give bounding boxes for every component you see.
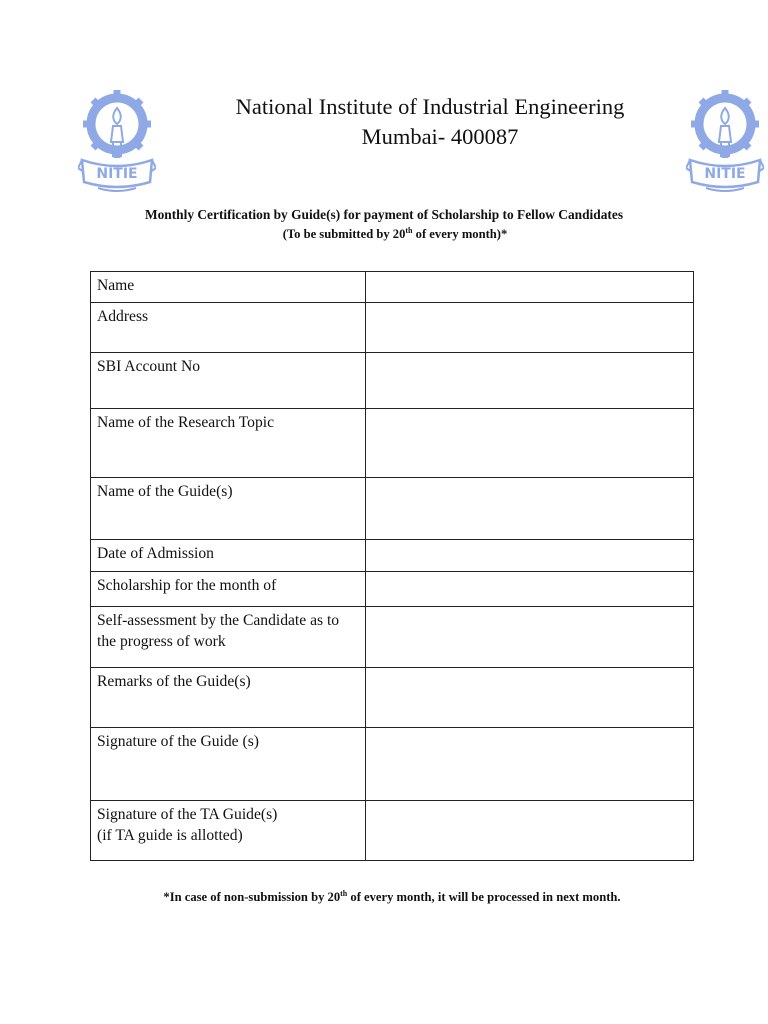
field-label-guide-signature: Signature of the Guide (s)	[91, 728, 366, 801]
field-value-name[interactable]	[366, 272, 694, 303]
footnote-sup: th	[340, 888, 348, 898]
certification-form-table	[90, 271, 694, 861]
field-label-ta-guide-signature-line1: Signature of the TA Guide(s)	[97, 806, 278, 823]
submission-note	[0, 225, 768, 243]
field-value-guide-remarks[interactable]	[366, 668, 694, 728]
form-row-scholarship-month	[91, 572, 694, 607]
field-value-ta-guide-signature[interactable]	[366, 801, 694, 861]
field-label-name: Name	[91, 272, 366, 303]
form-row-sbi-account	[91, 353, 694, 409]
form-row-guide-remarks	[91, 668, 694, 728]
form-row-guide-name	[91, 478, 694, 540]
field-label-research-topic: Name of the Research Topic	[91, 409, 366, 478]
footnote-suffix: of every month, it will be processed in next month.	[347, 890, 621, 904]
field-label-address: Address	[91, 303, 366, 353]
field-value-self-assessment[interactable]	[366, 607, 694, 668]
form-title: Monthly Certification by Guide(s) for payment of Scholarship to Fellow Candidates	[144, 207, 624, 222]
submission-note-sup: th	[405, 225, 413, 235]
svg-text:NITIE: NITIE	[704, 166, 746, 182]
field-label-scholarship-month: Scholarship for the month of	[91, 572, 366, 607]
form-row-self-assessment	[91, 607, 694, 668]
form-row-ta-guide-signature	[91, 801, 694, 861]
field-label-guide-remarks: Remarks of the Guide(s)	[91, 668, 366, 728]
footnote	[0, 888, 768, 906]
field-value-sbi-account[interactable]	[366, 353, 694, 409]
form-row-name	[91, 272, 694, 303]
form-row-address	[91, 303, 694, 353]
form-row-research-topic	[91, 409, 694, 478]
field-value-guide-name[interactable]	[366, 478, 694, 540]
institute-logo-left	[78, 86, 156, 198]
field-label-guide-name: Name of the Guide(s)	[91, 478, 366, 540]
field-value-scholarship-month[interactable]	[366, 572, 694, 607]
footnote-prefix: *In case of non-submission by 20	[163, 890, 341, 904]
field-label-ta-guide-signature-line2: (if TA guide is allotted)	[97, 827, 243, 844]
form-row-admission-date	[91, 540, 694, 572]
submission-note-suffix: of every month)*	[412, 227, 508, 241]
institute-name: National Institute of Industrial Engineering	[235, 94, 625, 119]
field-value-admission-date[interactable]	[366, 540, 694, 572]
field-label-admission-date: Date of Admission	[91, 540, 366, 572]
field-label-ta-guide-signature	[91, 801, 366, 861]
svg-text:NITIE: NITIE	[96, 166, 138, 182]
institute-city: Mumbai- 400087	[361, 124, 519, 149]
submission-note-prefix: (To be submitted by 20	[282, 227, 406, 241]
field-label-sbi-account: SBI Account No	[91, 353, 366, 409]
nitie-emblem	[78, 86, 156, 198]
field-value-guide-signature[interactable]	[366, 728, 694, 801]
field-label-self-assessment: Self-assessment by the Candidate as to the progress of work	[91, 607, 366, 668]
form-row-guide-signature	[91, 728, 694, 801]
field-value-research-topic[interactable]	[366, 409, 694, 478]
field-value-address[interactable]	[366, 303, 694, 353]
institute-header	[160, 92, 700, 152]
